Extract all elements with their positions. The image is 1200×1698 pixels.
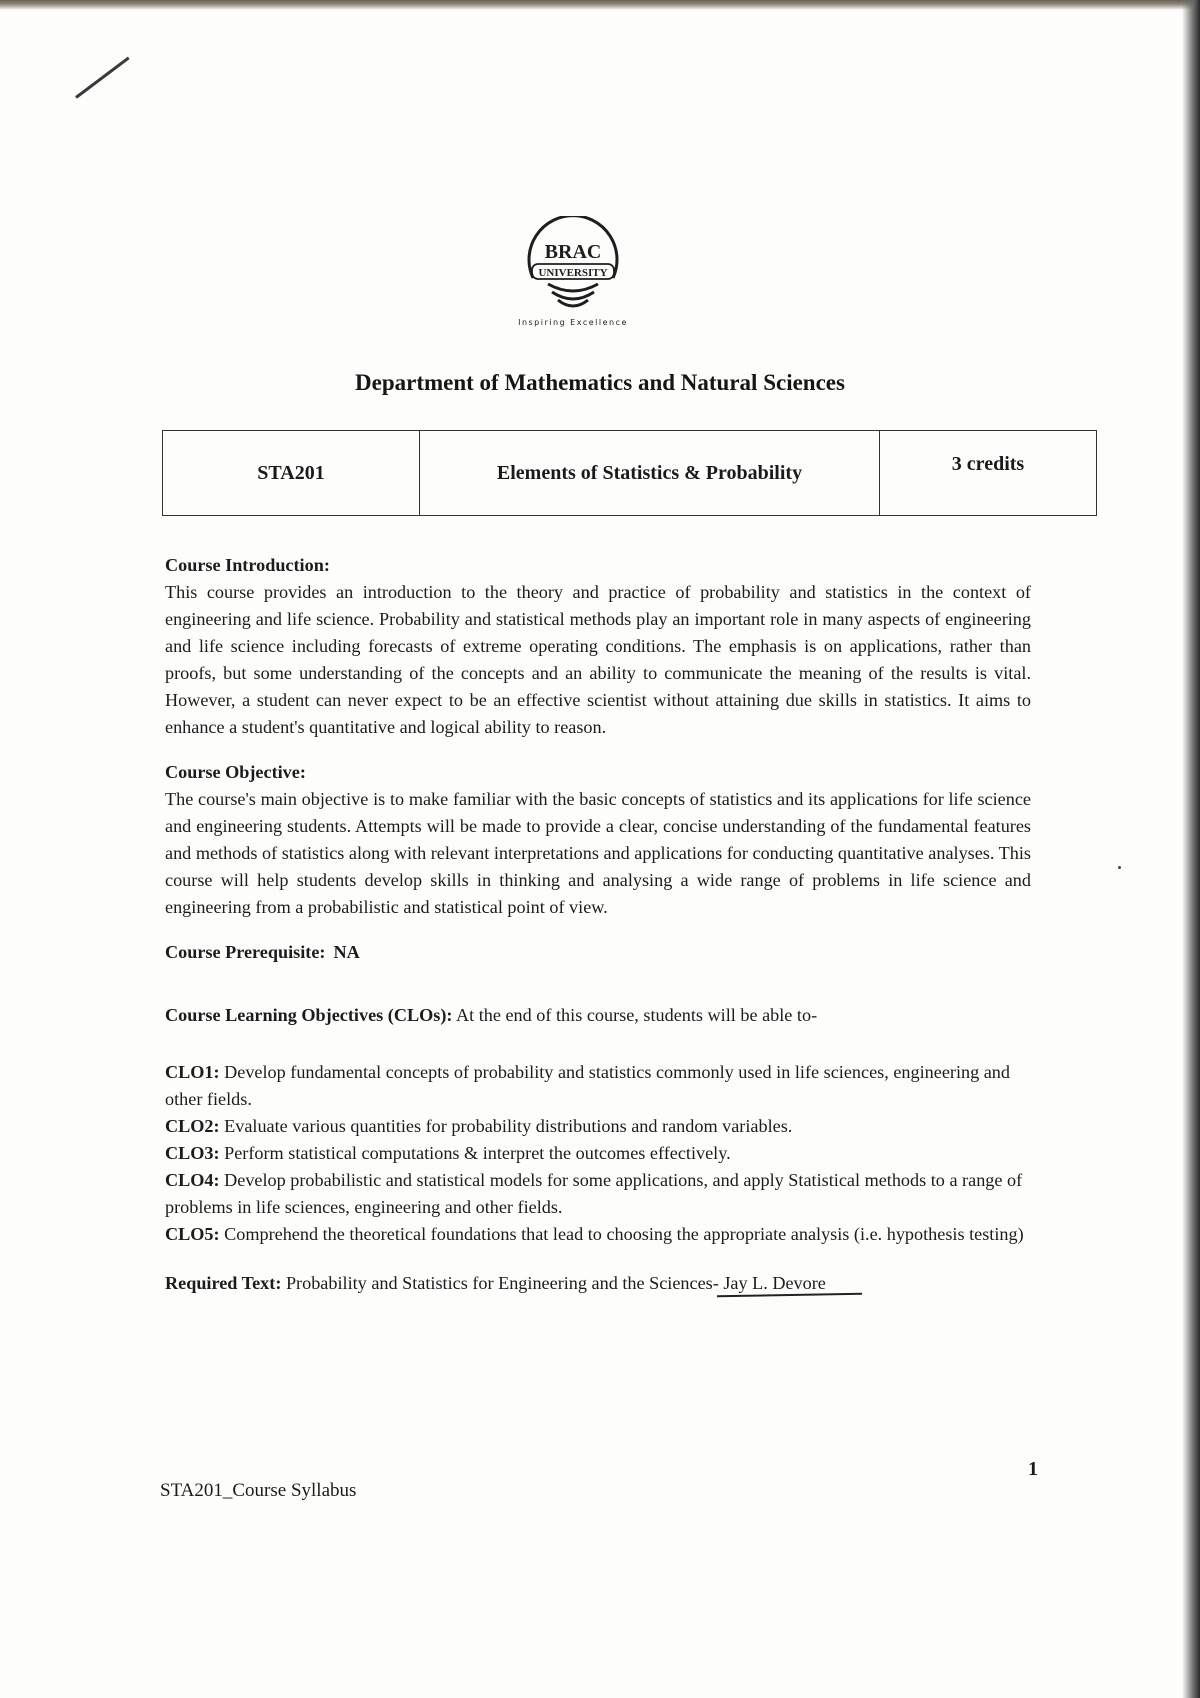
logo-tagline: Inspiring Excellence — [518, 318, 628, 327]
objective-text: The course's main objective is to make familiar with the basic concepts of statistics and its applications for life science and engineering students. Attempts will be made to provide a clear, concise understanding of the fundamental features and methods of statistics along with relevant interpretations and applications for conducting quantitative analyses. This course will help students develop skills in thinking and analysing a wide range of problems in life science and engineering from a probabilistic and statistical point of view. — [165, 789, 1031, 917]
prerequisite-line — [165, 939, 1031, 966]
scan-top-shadow — [0, 0, 1200, 10]
clo-heading-line — [165, 1002, 1031, 1029]
department-title: Department of Mathematics and Natural Sciences — [355, 370, 845, 395]
prerequisite-value: NA — [333, 942, 360, 962]
brac-logo-icon — [518, 216, 628, 316]
clo-text: Comprehend the theoretical foundations that lead to choosing the appropriate analysis (i.e. hypothesis testing) — [224, 1224, 1024, 1244]
clo-text: Evaluate various quantities for probability distributions and random variables. — [224, 1116, 793, 1136]
required-text-line — [165, 1270, 1031, 1297]
clo-item — [165, 1113, 1031, 1140]
course-code: STA201 — [163, 431, 420, 515]
pen-mark — [75, 57, 130, 99]
clo-item — [165, 1140, 1031, 1167]
required-text-author: Jay L. Devore — [723, 1273, 826, 1293]
prerequisite-label: Course Prerequisite: — [165, 942, 326, 962]
course-credits: 3 credits — [951, 453, 1025, 475]
course-name: Elements of Statistics & Probability — [420, 431, 880, 515]
syllabus-content — [165, 552, 1031, 1297]
clo-text: Develop probabilistic and statistical models for some applications, and apply Statistical methods to a range of problems in life sciences, engineering and other fields. — [165, 1170, 1023, 1217]
objective-heading: Course Objective: — [165, 762, 306, 782]
clo-item — [165, 1167, 1031, 1221]
clo-label: CLO2: — [165, 1116, 220, 1136]
intro-text: This course provides an introduction to the theory and practice of probability and statistics in the context of engineering and life science. Probability and statistical methods play an important role in many aspects of engineering and life science including forecasts of extreme operating conditions. The emphasis is on applications, rather than proofs, but some understanding of the concepts and an ability to communicate the meaning of the results is vital. However, a student can never expect to be an effective scientist without attaining due skills in statistics. It aims to enhance a student's quantitative and logical ability to reason. — [165, 582, 1031, 737]
clo-text: Perform statistical computations & interpret the outcomes effectively. — [224, 1143, 731, 1163]
required-text-author-wrap — [723, 1273, 826, 1293]
clo-label: CLO3: — [165, 1143, 220, 1163]
handwritten-underline — [717, 1293, 862, 1298]
logo-line2: UNIVERSITY — [538, 267, 608, 279]
page-number: 1 — [1028, 1458, 1038, 1480]
course-introduction-section — [165, 552, 1031, 741]
clo-item — [165, 1221, 1031, 1248]
clo-list — [165, 1059, 1031, 1248]
clo-item — [165, 1059, 1031, 1113]
clo-heading: Course Learning Objectives (CLOs): — [165, 1005, 453, 1025]
required-text-title: Probability and Statistics for Engineering and the Sciences- — [285, 1273, 719, 1293]
clo-text: Develop fundamental concepts of probability and statistics commonly used in life sciences, engineering and other fields. — [165, 1062, 1010, 1109]
clo-intro-text: At the end of this course, students will be able to- — [455, 1005, 818, 1025]
logo-line1: BRAC — [544, 241, 602, 263]
course-objective-section — [165, 759, 1031, 921]
university-logo — [498, 216, 648, 327]
course-info-table — [162, 430, 1097, 516]
intro-heading: Course Introduction: — [165, 555, 330, 575]
required-text-label: Required Text: — [165, 1273, 282, 1293]
footer-label: STA201_Course Syllabus — [160, 1480, 357, 1501]
stray-dot — [1118, 866, 1121, 869]
clo-label: CLO4: — [165, 1170, 220, 1190]
clo-label: CLO5: — [165, 1224, 220, 1244]
scan-right-edge — [1182, 0, 1200, 1698]
clo-label: CLO1: — [165, 1062, 220, 1082]
